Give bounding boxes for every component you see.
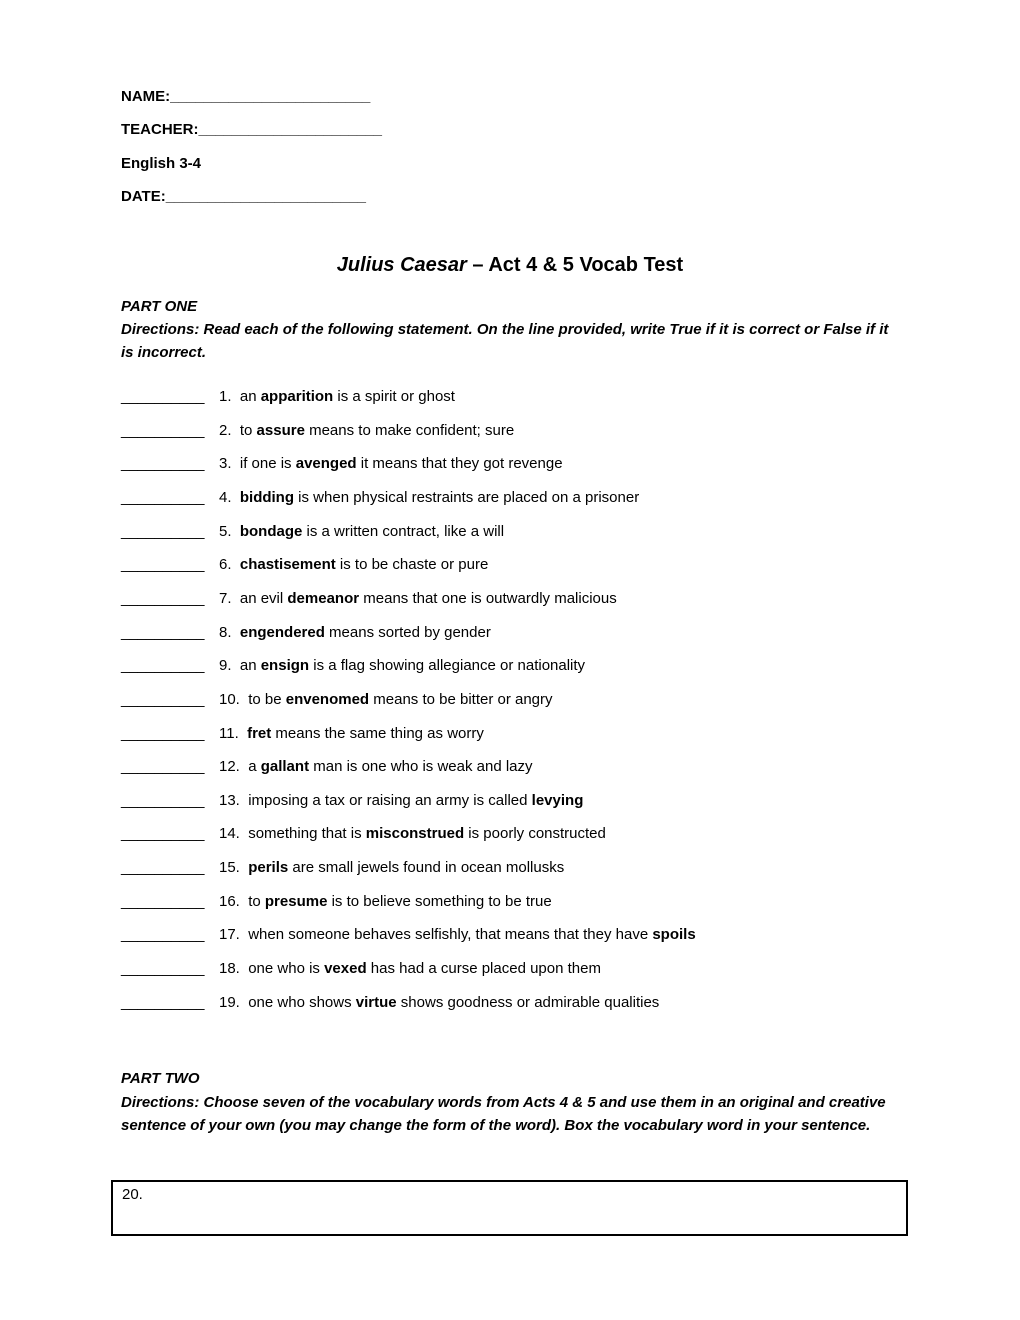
question-text-pre: to <box>248 892 265 910</box>
question-text-pre: when someone behaves selfishly, that means that they have <box>248 926 653 944</box>
question-number: 7. <box>219 589 232 607</box>
answer-blank[interactable]: __________ <box>121 690 205 708</box>
vocab-word: envenomed <box>285 690 370 708</box>
question-text-post: means that one is outwardly malicious <box>359 589 617 607</box>
question-item <box>121 387 455 407</box>
question-text-pre: one who is <box>248 960 325 978</box>
name-line: NAME:________________________ <box>121 88 371 105</box>
answer-blank[interactable]: __________ <box>121 791 205 809</box>
question-number: 14. <box>219 825 240 843</box>
vocab-word: chastisement <box>239 556 336 574</box>
question-number: 16. <box>219 892 240 910</box>
question-text-pre: an <box>239 388 261 405</box>
vocab-word: misconstrued <box>365 825 465 843</box>
question-item <box>121 724 484 744</box>
vocab-word: presume <box>264 892 328 910</box>
title-rest: – Act 4 & 5 Vocab Test <box>466 254 684 276</box>
part-two-label: PART TWO <box>121 1070 200 1087</box>
question-text-post: it means that they got revenge <box>356 455 563 473</box>
question-text-post: means to make confident; sure <box>304 421 515 439</box>
page-title <box>0 254 1020 277</box>
question-item <box>121 757 533 777</box>
answer-blank[interactable]: __________ <box>121 993 205 1011</box>
question-item <box>121 522 504 542</box>
question-text-post: is to believe something to be true <box>327 892 552 910</box>
question-number: 1. <box>219 388 232 405</box>
question-item <box>121 488 639 508</box>
question-item <box>121 824 606 844</box>
question-number: 18. <box>219 960 240 978</box>
answer-blank[interactable]: __________ <box>121 556 205 574</box>
vocab-word: avenged <box>295 455 357 473</box>
question-number: 4. <box>219 488 232 506</box>
question-text-post: is a flag showing allegiance or nationality <box>309 657 586 675</box>
question-number: 17. <box>219 926 240 944</box>
question-item <box>121 454 563 474</box>
question-number: 10. <box>219 690 240 708</box>
question-text-post: shows goodness or admirable qualities <box>396 993 660 1011</box>
question-text-post: means to be bitter or angry <box>369 690 553 708</box>
question-text-pre: if one is <box>239 455 296 473</box>
question-number: 19. <box>219 993 240 1011</box>
question-text-post: is when physical restraints are placed on a prisoner <box>294 488 640 506</box>
question-text-post: means the same thing as worry <box>271 724 484 742</box>
question-text-pre: an evil <box>239 589 288 607</box>
question-item <box>121 589 617 609</box>
answer-blank[interactable]: __________ <box>121 758 205 776</box>
question-text-pre: a <box>248 758 261 776</box>
vocab-word: ensign <box>260 657 310 675</box>
answer-blank[interactable]: __________ <box>121 421 205 439</box>
question-item <box>121 858 564 878</box>
question-text-post: man is one who is weak and lazy <box>309 758 533 776</box>
part-one-label: PART ONE <box>121 298 198 315</box>
answer-blank[interactable]: __________ <box>121 926 205 944</box>
date-line: DATE:________________________ <box>121 188 366 205</box>
answer-blank[interactable]: __________ <box>121 522 205 540</box>
question-number: 13. <box>219 791 240 809</box>
vocab-word: fret <box>247 724 272 742</box>
question-item <box>121 993 659 1013</box>
answer-blank[interactable]: __________ <box>121 488 205 506</box>
answer-blank[interactable]: __________ <box>121 859 205 877</box>
question-item <box>121 656 585 676</box>
answer-blank[interactable]: __________ <box>121 960 205 978</box>
question-number: 8. <box>219 623 232 641</box>
question-number: 3. <box>219 455 232 473</box>
answer-box[interactable] <box>111 1180 908 1236</box>
question-text-post: is a written contract, like a will <box>302 522 505 540</box>
answer-blank[interactable]: __________ <box>121 589 205 607</box>
question-text-post: is a spirit or ghost <box>333 388 455 405</box>
question-item <box>121 555 488 575</box>
question-number: 12. <box>219 758 240 776</box>
question-number: 11. <box>219 724 239 742</box>
vocab-word: assure <box>256 421 305 439</box>
part-two-directions: Directions: Choose seven of the vocabulary words from Acts 4 & 5 and use them in an original and creative sentence of your own (you may change the form of the word). Box the vocabulary word in your sentence. <box>121 1094 886 1134</box>
question-number: 15. <box>219 859 240 877</box>
vocab-word: perils <box>248 859 289 877</box>
question-text-post: are small jewels found in ocean mollusks <box>288 859 565 877</box>
vocab-word: gallant <box>260 758 310 776</box>
question-number: 5. <box>219 522 232 540</box>
vocab-word: apparition <box>260 388 334 405</box>
question-text-pre: an <box>239 657 261 675</box>
question-text-post: is poorly constructed <box>464 825 606 843</box>
question-number: 2. <box>219 421 232 439</box>
vocab-word: engendered <box>239 623 325 641</box>
answer-blank[interactable]: __________ <box>121 657 205 675</box>
answer-blank[interactable]: __________ <box>121 623 205 641</box>
question-number: 9. <box>219 657 232 675</box>
question-text-pre: to be <box>248 690 286 708</box>
teacher-line: TEACHER:______________________ <box>121 121 383 138</box>
question-text-pre: imposing a tax or raising an army is called <box>248 791 532 809</box>
question-text-pre: to <box>239 421 257 439</box>
question-text-pre: something that is <box>248 825 366 843</box>
question-text-post: means sorted by gender <box>324 623 491 641</box>
question-item <box>121 925 696 945</box>
vocab-word: bidding <box>239 488 295 506</box>
question-item <box>121 959 601 979</box>
question-item <box>121 892 552 912</box>
question-item <box>121 421 514 441</box>
part-one-directions: Directions: Read each of the following statement. On the line provided, write True if it is correct or False if it is incorrect. <box>121 321 889 361</box>
question-text-post: has had a curse placed upon them <box>366 960 601 978</box>
answer-blank[interactable]: __________ <box>121 388 205 405</box>
answer-blank[interactable]: __________ <box>121 724 205 742</box>
vocab-word: levying <box>531 791 584 809</box>
vocab-word: demeanor <box>287 589 360 607</box>
question-text-pre: one who shows <box>248 993 356 1011</box>
vocab-word: bondage <box>239 522 303 540</box>
question-item <box>121 791 583 811</box>
answer-box-number: 20. <box>122 1186 143 1203</box>
course-label: English 3-4 <box>121 155 202 172</box>
title-italic: Julius Caesar <box>336 254 467 276</box>
answer-blank[interactable]: __________ <box>121 455 205 473</box>
answer-blank[interactable]: __________ <box>121 892 205 910</box>
question-number: 6. <box>219 556 232 574</box>
question-item <box>121 690 553 710</box>
question-text-post: is to be chaste or pure <box>335 556 489 574</box>
vocab-word: virtue <box>355 993 397 1011</box>
vocab-word: vexed <box>324 960 367 978</box>
vocab-word: spoils <box>652 926 696 944</box>
answer-blank[interactable]: __________ <box>121 825 205 843</box>
question-item <box>121 623 491 643</box>
